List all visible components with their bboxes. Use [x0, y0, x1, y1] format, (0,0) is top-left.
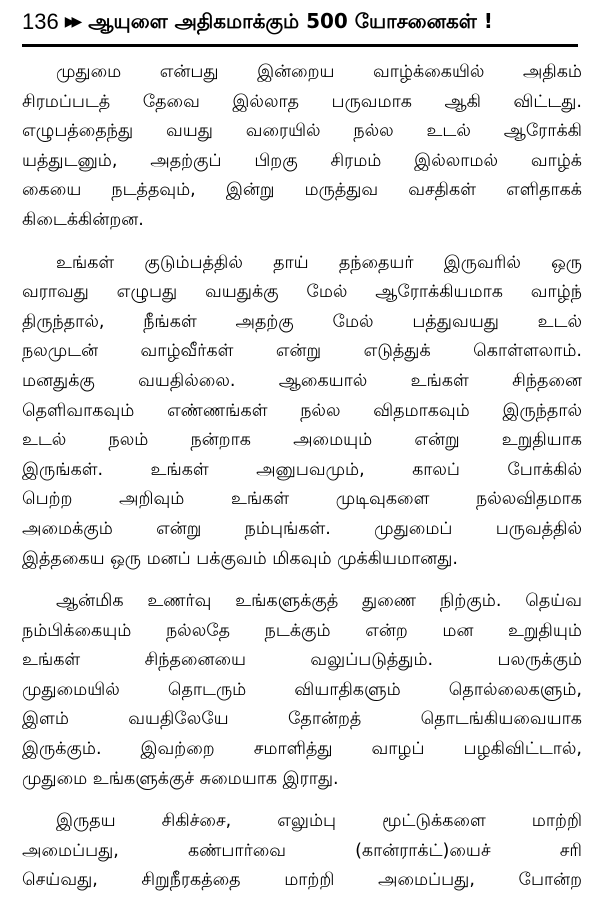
text-line: முதுமை என்பது இன்றைய வாழ்க்கையில் அதிகம்	[56, 62, 582, 82]
text-line: அமைப்பது, கண்பார்வை (கான்ராக்ட்)யைச் சரி	[22, 840, 582, 861]
text-line: இத்தகைய ஒரு மனப் பக்குவம் மிகவும் முக்கியமானது.	[22, 548, 458, 569]
text-line: இளம் வயதிலேயே தோன்றத் தொடங்கியவையாக	[22, 709, 582, 730]
text-line: உங்கள் சிந்தனையை வலுப்படுத்தும். பலருக்கும்	[22, 650, 582, 671]
paragraph	[22, 587, 582, 794]
text-line: பெற்ற அறிவும் உங்கள் முடிவுகளை நல்லவிதமாக	[22, 489, 582, 510]
text-line: வராவது எழுபது வயதுக்கு மேல் ஆரோக்கியமாக வாழ்ந்	[22, 282, 582, 303]
text-line: முதுமையில் தொடரும் வியாதிகளும் தொல்லைகளும்,	[22, 679, 582, 700]
page-body	[22, 58, 582, 909]
double-arrow-icon: ▶▶	[64, 14, 79, 30]
text-line: எழுபத்தைந்து வயது வரையில் நல்ல உடல் ஆரோக்கி	[22, 121, 582, 142]
text-line: சிரமப்படத் தேவை இல்லாத பருவமாக ஆகி விட்டது.	[22, 91, 582, 112]
text-line: செய்வது, சிறுநீரகத்தை மாற்றி அமைப்பது, போன்ற	[22, 870, 582, 891]
page-header	[22, 2, 578, 42]
running-title: ஆயுளை அதிகமாக்கும் 500 யோசனைகள் !	[88, 8, 493, 33]
text-line: ஆன்மிக உணர்வு உங்களுக்குத் துணை நிற்கும். தெய்வ	[56, 591, 582, 612]
text-line: யத்துடனும், அதற்குப் பிறகு சிரமம் இல்லாமல் வாழ்க்	[22, 150, 582, 171]
paragraph	[22, 249, 582, 575]
text-line: இருக்கும். இவற்றை சமாளித்து வாழப் பழகிவிட்டால்,	[22, 739, 582, 760]
paragraph	[22, 58, 582, 236]
text-line: அமைக்கும் என்று நம்புங்கள். முதுமைப் பருவத்தில்	[22, 518, 582, 539]
text-line: முதுமை உங்களுக்குச் சுமையாக இராது.	[22, 768, 339, 789]
text-line: உடல் நலம் நன்றாக அமையும் என்று உறுதியாக	[22, 430, 582, 451]
text-line: நம்பிக்கையும் நல்லதே நடக்கும் என்ற மன உறுதியும்	[22, 620, 582, 641]
text-line: கிடைக்கின்றன.	[22, 209, 144, 230]
header-rule	[22, 44, 578, 47]
text-line: கையை நடத்தவும், இன்று மருத்துவ வசதிகள் எளிதாகக்	[22, 180, 582, 201]
paragraph	[22, 807, 582, 896]
text-line: தெளிவாகவும் எண்ணங்கள் நல்ல விதமாகவும் இருந்தால்	[22, 400, 582, 421]
text-line: நலமுடன் வாழ்வீர்கள் என்று எடுத்துக் கொள்ளலாம்.	[22, 341, 582, 362]
text-line: திருந்தால், நீங்கள் அதற்கு மேல் பத்துவயது உடல்	[22, 311, 582, 332]
text-line: இருங்கள். உங்கள் அனுபவமும், காலப் போக்கில்	[22, 459, 582, 480]
text-line: உங்கள் குடும்பத்தில் தாய் தந்தையர் இருவரில் ஒரு	[56, 252, 582, 273]
text-line: மனதுக்கு வயதில்லை. ஆகையால் உங்கள் சிந்தனை	[22, 370, 582, 391]
text-line: இருதய சிகிச்சை, எலும்பு மூட்டுக்களை மாற்றி	[56, 811, 582, 832]
page-number: 136	[22, 9, 59, 34]
